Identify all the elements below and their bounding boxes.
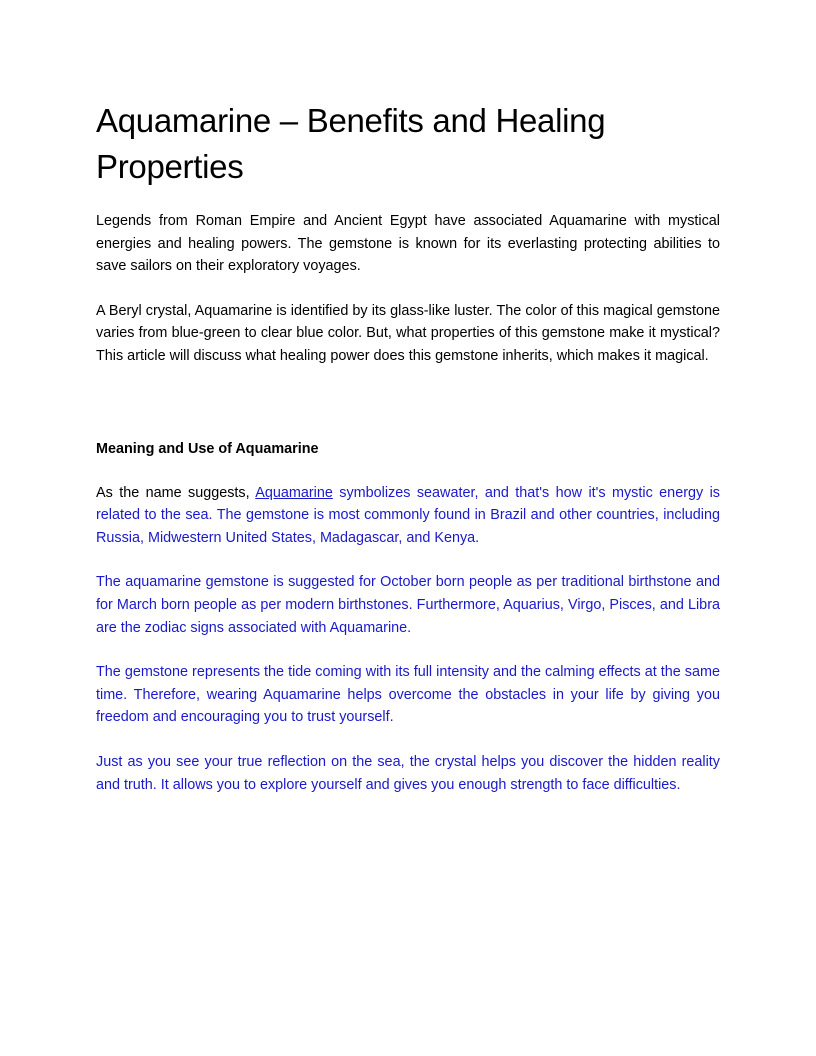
section-paragraph-4: Just as you see your true reflection on the sea, the crystal helps you discover the hidden reality and truth. It allows you to explore yourself and gives you enough strength to face difficulties. [96, 753, 720, 793]
section-paragraph-1 [96, 482, 720, 550]
paragraph-suffix: symbolizes seawater, and that's how it's mystic energy is related to the sea. The gemstone is most commonly found in Brazil and other countries, including Russia, Midwestern United States, Madagascar, and Kenya. [96, 484, 720, 546]
page-title: Aquamarine – Benefits and Healing Properties [96, 102, 606, 185]
paragraph-prefix: As the name suggests, [96, 484, 256, 501]
intro-paragraph-2: A Beryl crystal, Aquamarine is identified by its glass-like luster. The color of this magical gemstone varies from blue-green to clear blue color. But, what properties of this gemstone make it mystical? This article will discuss what healing power does this gemstone inherits, which makes it magical. [96, 302, 720, 364]
intro-paragraph-1: Legends from Roman Empire and Ancient Egypt have associated Aquamarine with mystical energies and healing powers. The gemstone is known for its everlasting protecting abilities to save sailors on their exploratory voyages. [96, 213, 720, 275]
aquamarine-link[interactable]: Aquamarine [255, 484, 333, 501]
section-heading: Meaning and Use of Aquamarine [96, 440, 319, 457]
section-paragraph-3: The gemstone represents the tide coming with its full intensity and the calming effects at the same time. Therefore, wearing Aquamarine helps overcome the obstacles in your life by giving you freedom and encouraging you to trust yourself. [96, 664, 720, 726]
document-page [96, 98, 720, 818]
section-spacer [96, 390, 720, 438]
section-paragraph-2: The aquamarine gemstone is suggested for October born people as per traditional birthstone and for March born people as per modern birthstones. Furthermore, Aquarius, Virgo, Pisces, and Libra are the zodiac signs associated with Aquamarine. [96, 574, 720, 636]
